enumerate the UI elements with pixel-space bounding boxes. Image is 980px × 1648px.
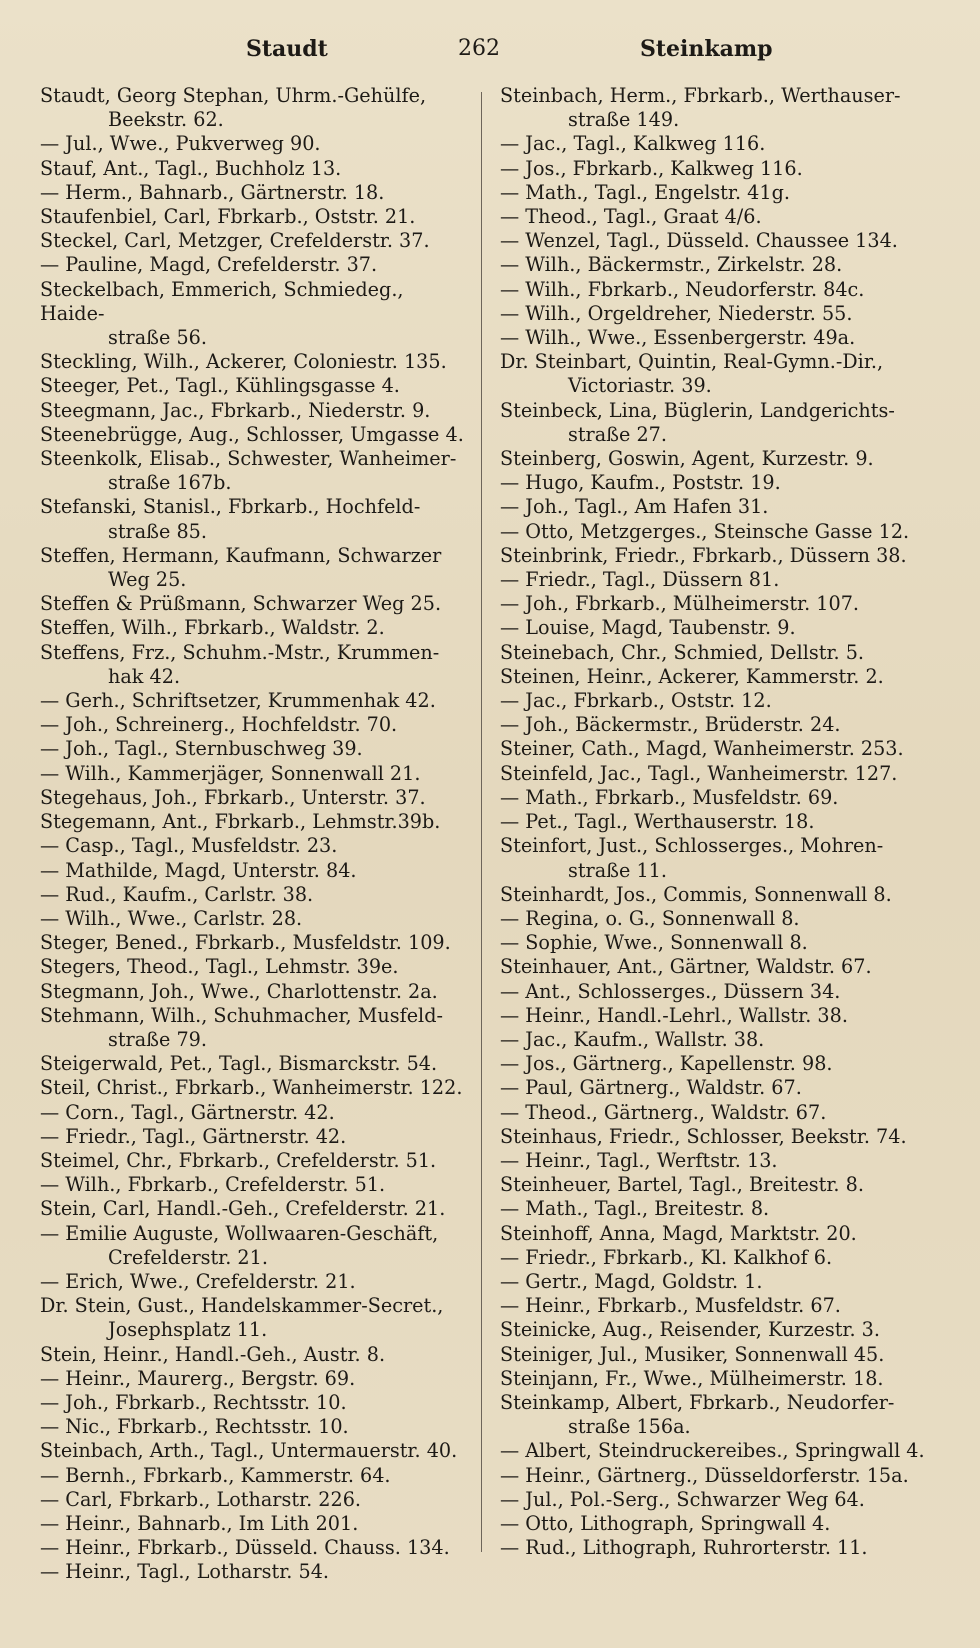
entry-continuation: straße 85. [108,519,207,543]
directory-entry [500,1076,932,1100]
entry-text: Steffen, Wilh., Fbrkarb., Waldstr. 2. [40,616,385,640]
entry-text: — Jul., Pol.-Serg., Schwarzer Weg 64. [500,1487,865,1511]
entry-text: — Friedr., Tagl., Düssern 81. [500,568,780,592]
directory-entry [40,1076,472,1100]
entry-text: — Gertr., Magd, Goldstr. 1. [500,1269,763,1293]
entry-text: — Friedr., Fbrkarb., Kl. Kalkhof 6. [500,1245,833,1269]
directory-entry [40,423,472,447]
directory-entry [500,1125,932,1149]
directory-entry [500,1197,932,1221]
directory-entry [500,1294,932,1318]
directory-entry [500,350,932,398]
entry-text: — Joh., Fbrkarb., Rechtsstr. 10. [40,1390,347,1414]
directory-entry [500,1367,932,1391]
directory-entry [500,1149,932,1173]
directory-entry [500,1222,932,1246]
entry-text: Steinheuer, Bartel, Tagl., Breitestr. 8. [500,1173,864,1197]
entry-text: Steinbrink, Friedr., Fbrkarb., Düssern 38. [500,543,907,567]
directory-entry [500,205,932,229]
entry-text: — Heinr., Fbrkarb., Musfeldstr. 67. [500,1294,841,1318]
directory-entry [40,350,472,374]
directory-entry [40,1464,472,1488]
entry-text: Steinhaus, Friedr., Schlosser, Beekstr. 74. [500,1124,907,1148]
entry-text: Steinebach, Chr., Schmied, Dellstr. 5. [500,640,865,664]
directory-entry [500,157,932,181]
entry-text: Staudt, Georg Stephan, Uhrm.-Gehülfe, [40,84,427,107]
directory-entry [40,980,472,1004]
directory-entry [40,84,472,132]
entry-text: — Erich, Wwe., Crefelderstr. 21. [40,1269,356,1293]
entry-text: Steinhardt, Jos., Commis, Sonnenwall 8. [500,882,892,906]
entry-text: — Math., Tagl., Engelstr. 41g. [500,180,790,204]
entry-text: Steegmann, Jac., Fbrkarb., Niederstr. 9. [40,398,431,422]
entry-text: — Louise, Magd, Taubenstr. 9. [500,616,796,640]
entry-text: Steigerwald, Pet., Tagl., Bismarckstr. 54. [40,1052,438,1076]
entry-text: — Nic., Fbrkarb., Rechtsstr. 10. [40,1415,349,1439]
entry-text: — Carl, Fbrkarb., Lotharstr. 226. [40,1487,362,1511]
entry-text: — Jul., Wwe., Pukverweg 90. [40,132,321,156]
entry-text: Steinfeld, Jac., Tagl., Wanheimerstr. 127. [500,761,898,785]
directory-entry [40,205,472,229]
directory-entry [500,1391,932,1439]
entry-text: — Pet., Tagl., Werthauserstr. 18. [500,810,815,834]
entry-text: Dr. Stein, Gust., Handelskammer-Secret., [40,1294,444,1318]
directory-entry [500,84,932,132]
entry-text: Steinbach, Herm., Fbrkarb., Werthauser- [500,84,901,107]
entry-text: — Wilh., Kammerjäger, Sonnenwall 21. [40,761,421,785]
directory-entry [500,1270,932,1294]
entry-text: — Sophie, Wwe., Sonnenwall 8. [500,931,808,955]
directory-entry [40,689,472,713]
entry-text: — Pauline, Magd, Crefelderstr. 37. [40,253,378,277]
entry-text: — Wilh., Wwe., Carlstr. 28. [40,906,303,930]
directory-entry [40,713,472,737]
entry-text: Steffen & Prüßmann, Schwarzer Weg 25. [40,592,442,616]
entry-continuation: Beekstr. 62. [108,108,224,132]
directory-entry [500,1464,932,1488]
entry-text: Steeger, Pet., Tagl., Kühlingsgasse 4. [40,374,400,398]
entry-text: — Otto, Metzgerges., Steinsche Gasse 12. [500,519,910,543]
entry-text: — Regina, o. G., Sonnenwall 8. [500,906,800,930]
directory-entry [500,616,932,640]
entry-text: — Heinr., Tagl., Werftstr. 13. [500,1148,778,1172]
entry-text: — Herm., Bahnarb., Gärtnerstr. 18. [40,180,385,204]
entry-text: — Wenzel, Tagl., Düsseld. Chaussee 134. [500,229,898,253]
directory-entry [40,616,472,640]
directory-entry [40,641,472,689]
entry-text: — Wilh., Fbrkarb., Neudorferstr. 84c. [500,277,865,301]
entry-text: Steinen, Heinr., Ackerer, Kammerstr. 2. [500,664,884,688]
entry-text: Dr. Steinbart, Quintin, Real-Gymn.-Dir., [500,350,884,374]
entry-text: — Friedr., Tagl., Gärtnerstr. 42. [40,1124,347,1148]
directory-entry [40,1149,472,1173]
entry-text: — Heinr., Fbrkarb., Düsseld. Chauss. 134. [40,1536,450,1560]
entry-text: Steffen, Hermann, Kaufmann, Schwarzer [40,543,442,567]
entry-text: Stegmann, Joh., Wwe., Charlottenstr. 2a. [40,979,438,1003]
directory-entry [500,326,932,350]
entry-continuation: straße 27. [568,422,667,446]
entry-text: Stein, Heinr., Handl.-Geh., Austr. 8. [40,1342,386,1366]
entry-continuation: Josephsplatz 11. [108,1318,268,1342]
directory-entry [40,399,472,423]
directory-entry [40,859,472,883]
directory-entry [500,737,932,761]
entry-text: Steinbeck, Lina, Büglerin, Landgerichts- [500,398,895,422]
entry-text: Steinfort, Just., Schlosserges., Mohren- [500,834,884,858]
entry-text: — Joh., Tagl., Sternbuschweg 39. [40,737,363,761]
entry-text: — Mathilde, Magd, Unterstr. 84. [40,858,357,882]
entry-text: Steffens, Frz., Schuhm.-Mstr., Krummen- [40,640,440,664]
entry-text: — Joh., Fbrkarb., Mülheimerstr. 107. [500,592,860,616]
entry-continuation: straße 79. [108,1027,207,1051]
directory-entry [40,1367,472,1391]
directory-entry [40,1004,472,1052]
directory-entry [40,374,472,398]
entry-continuation: straße 11. [568,858,667,882]
entry-text: Steil, Christ., Fbrkarb., Wanheimerstr. 122. [40,1076,463,1100]
entry-text: Steinbach, Arth., Tagl., Untermauerstr. 40. [40,1439,458,1463]
directory-entry [500,1028,932,1052]
column-divider [481,92,482,1552]
directory-entry [500,568,932,592]
entry-text: Steger, Bened., Fbrkarb., Musfeldstr. 109. [40,931,451,955]
directory-entry [40,931,472,955]
entry-text: — Jos., Fbrkarb., Kalkweg 116. [500,156,803,180]
directory-entry [40,1222,472,1270]
directory-entry [40,1343,472,1367]
entry-text: Steinkamp, Albert, Fbrkarb., Neudorfer- [500,1390,895,1414]
entry-continuation: straße 149. [568,108,680,132]
entry-text: Steiner, Cath., Magd, Wanheimerstr. 253. [500,737,904,761]
entry-text: — Heinr., Bahnarb., Im Lith 201. [40,1511,359,1535]
directory-entry [500,592,932,616]
directory-entry [500,665,932,689]
directory-entry [500,1004,932,1028]
directory-entry [40,1173,472,1197]
directory-entry [40,907,472,931]
entry-text: Stegehaus, Joh., Fbrkarb., Unterstr. 37. [40,785,426,809]
entry-text: — Paul, Gärtnerg., Waldstr. 67. [500,1076,802,1100]
entry-text: Steenebrügge, Aug., Schlosser, Umgasse 4. [40,422,464,446]
entry-text: — Bernh., Fbrkarb., Kammerstr. 64. [40,1463,391,1487]
directory-entry [500,1318,932,1342]
directory-entry [500,1052,932,1076]
page-number: 262 [458,36,500,61]
directory-entry [500,689,932,713]
directory-entry [40,1125,472,1149]
directory-entry [500,955,932,979]
directory-entry [500,713,932,737]
directory-entry [40,181,472,205]
directory-entry [40,1270,472,1294]
entry-text: Stegers, Theod., Tagl., Lehmstr. 39e. [40,955,399,979]
entry-text: — Math., Fbrkarb., Musfeldstr. 69. [500,785,839,809]
directory-entry [500,1173,932,1197]
directory-entry [40,1101,472,1125]
header-left-keyword: Staudt [246,36,328,62]
entry-continuation: Weg 25. [108,568,187,592]
entry-text: — Hugo, Kaufm., Poststr. 19. [500,471,781,495]
directory-entry [40,883,472,907]
directory-entry [40,1512,472,1536]
directory-entry [500,834,932,882]
entry-text: — Wilh., Fbrkarb., Crefelderstr. 51. [40,1173,386,1197]
directory-entry [40,447,472,495]
directory-entry [500,302,932,326]
directory-entry [40,1197,472,1221]
entry-text: — Heinr., Handl.-Lehrl., Wallstr. 38. [500,1003,848,1027]
directory-entry [500,1536,932,1560]
entry-text: Steimel, Chr., Fbrkarb., Crefelderstr. 51. [40,1148,437,1172]
entry-text: — Albert, Steindruckereibes., Springwall 4. [500,1439,925,1463]
directory-entry [500,229,932,253]
directory-entry [500,762,932,786]
directory-entry [40,1536,472,1560]
directory-entry [40,810,472,834]
page-header [0,36,980,70]
entry-text: Steckelbach, Emmerich, Schmiedeg., Haide- [40,277,404,325]
entry-text: Steenkolk, Elisab., Schwester, Wanheimer- [40,447,457,471]
directory-entry [500,253,932,277]
directory-entry [40,1391,472,1415]
entry-text: Stefanski, Stanisl., Fbrkarb., Hochfeld- [40,495,421,519]
entry-text: — Ant., Schlosserges., Düssern 34. [500,979,841,1003]
directory-entry [40,157,472,181]
entry-text: — Gerh., Schriftsetzer, Krummenhak 42. [40,689,436,713]
entry-text: Stauf, Ant., Tagl., Buchholz 13. [40,156,342,180]
directory-entry [500,980,932,1004]
directory-entry [500,883,932,907]
directory-entry [500,132,932,156]
entry-text: Stein, Carl, Handl.-Geh., Crefelderstr. 21. [40,1197,446,1221]
directory-entry [500,447,932,471]
entry-text: — Math., Tagl., Breitestr. 8. [500,1197,770,1221]
entry-text: — Otto, Lithograph, Springwall 4. [500,1511,831,1535]
entry-text: Steinhauer, Ant., Gärtner, Waldstr. 67. [500,955,872,979]
directory-entry [500,471,932,495]
directory-entry [500,544,932,568]
entry-text: — Theod., Tagl., Graat 4/6. [500,205,762,229]
entry-text: — Wilh., Wwe., Essenbergerstr. 49a. [500,326,856,350]
entry-text: — Jos., Gärtnerg., Kapellenstr. 98. [500,1052,833,1076]
directory-entry [40,544,472,592]
directory-entry [500,641,932,665]
entry-text: — Corn., Tagl., Gärtnerstr. 42. [40,1100,335,1124]
directory-entry [40,1488,472,1512]
directory-entry [500,1246,932,1270]
entry-text: — Theod., Gärtnerg., Waldstr. 67. [500,1100,827,1124]
directory-entry [40,1439,472,1463]
directory-entry [40,786,472,810]
entry-text: Steinjann, Fr., Wwe., Mülheimerstr. 18. [500,1366,884,1390]
entry-text: — Wilh., Orgeldreher, Niederstr. 55. [500,301,853,325]
left-column [40,84,472,1585]
directory-entry [40,132,472,156]
entry-continuation: hak 42. [108,664,181,688]
header-right-keyword: Steinkamp [640,36,773,62]
entry-text: Steckel, Carl, Metzger, Crefelderstr. 37. [40,229,430,253]
entry-continuation: straße 167b. [108,471,232,495]
entry-text: Steiniger, Jul., Musiker, Sonnenwall 45. [500,1342,885,1366]
entry-text: Steckling, Wilh., Ackerer, Coloniestr. 135. [40,350,447,374]
directory-entry [40,1294,472,1342]
entry-continuation: straße 156a. [568,1415,691,1439]
entry-continuation: Victoriastr. 39. [568,374,712,398]
directory-entry [500,810,932,834]
directory-entry [40,955,472,979]
directory-entry [500,520,932,544]
directory-entry [500,1439,932,1463]
directory-entry [500,1343,932,1367]
entry-text: — Jac., Fbrkarb., Oststr. 12. [500,689,772,713]
directory-entry [40,1052,472,1076]
directory-entry [40,253,472,277]
directory-entry [500,907,932,931]
entry-text: — Heinr., Tagl., Lotharstr. 54. [40,1560,329,1584]
entry-text: Stegemann, Ant., Fbrkarb., Lehmstr.39b. [40,810,441,834]
directory-entry [500,399,932,447]
directory-entry [40,737,472,761]
directory-entry [500,786,932,810]
entry-text: Staufenbiel, Carl, Fbrkarb., Oststr. 21. [40,205,416,229]
entry-text: — Rud., Lithograph, Ruhrorterstr. 11. [500,1536,868,1560]
directory-entry [40,495,472,543]
entry-text: — Joh., Tagl., Am Hafen 31. [500,495,769,519]
entry-text: — Heinr., Gärtnerg., Düsseldorferstr. 15a. [500,1463,909,1487]
directory-entry [40,229,472,253]
entry-text: Steinberg, Goswin, Agent, Kurzestr. 9. [500,447,874,471]
directory-entry [40,762,472,786]
entry-continuation: Crefelderstr. 21. [108,1245,268,1269]
entry-text: — Wilh., Bäckermstr., Zirkelstr. 28. [500,253,843,277]
directory-entry [40,834,472,858]
directory-entry [500,1101,932,1125]
entry-text: — Casp., Tagl., Musfeldstr. 23. [40,834,338,858]
directory-entry [500,1512,932,1536]
entry-text: — Rud., Kaufm., Carlstr. 38. [40,882,314,906]
directory-entry [500,931,932,955]
entry-text: Steinicke, Aug., Reisender, Kurzestr. 3. [500,1318,880,1342]
directory-entry [40,278,472,351]
entry-text: — Emilie Auguste, Wollwaaren-Geschäft, [40,1221,439,1245]
entry-text: — Jac., Kaufm., Wallstr. 38. [500,1027,765,1051]
directory-entry [40,592,472,616]
entry-continuation: straße 56. [108,326,207,350]
directory-entry [40,1560,472,1584]
entry-text: — Joh., Schreinerg., Hochfeldstr. 70. [40,713,398,737]
directory-entry [500,278,932,302]
directory-entry [500,181,932,205]
entry-text: — Heinr., Maurerg., Bergstr. 69. [40,1366,356,1390]
directory-entry [500,1488,932,1512]
entry-text: Steinhoff, Anna, Magd, Marktstr. 20. [500,1221,857,1245]
directory-entry [40,1415,472,1439]
entry-text: — Jac., Tagl., Kalkweg 116. [500,132,766,156]
directory-entry [500,495,932,519]
entry-text: — Joh., Bäckermstr., Brüderstr. 24. [500,713,841,737]
right-column [500,84,932,1560]
entry-text: Stehmann, Wilh., Schuhmacher, Musfeld- [40,1003,443,1027]
